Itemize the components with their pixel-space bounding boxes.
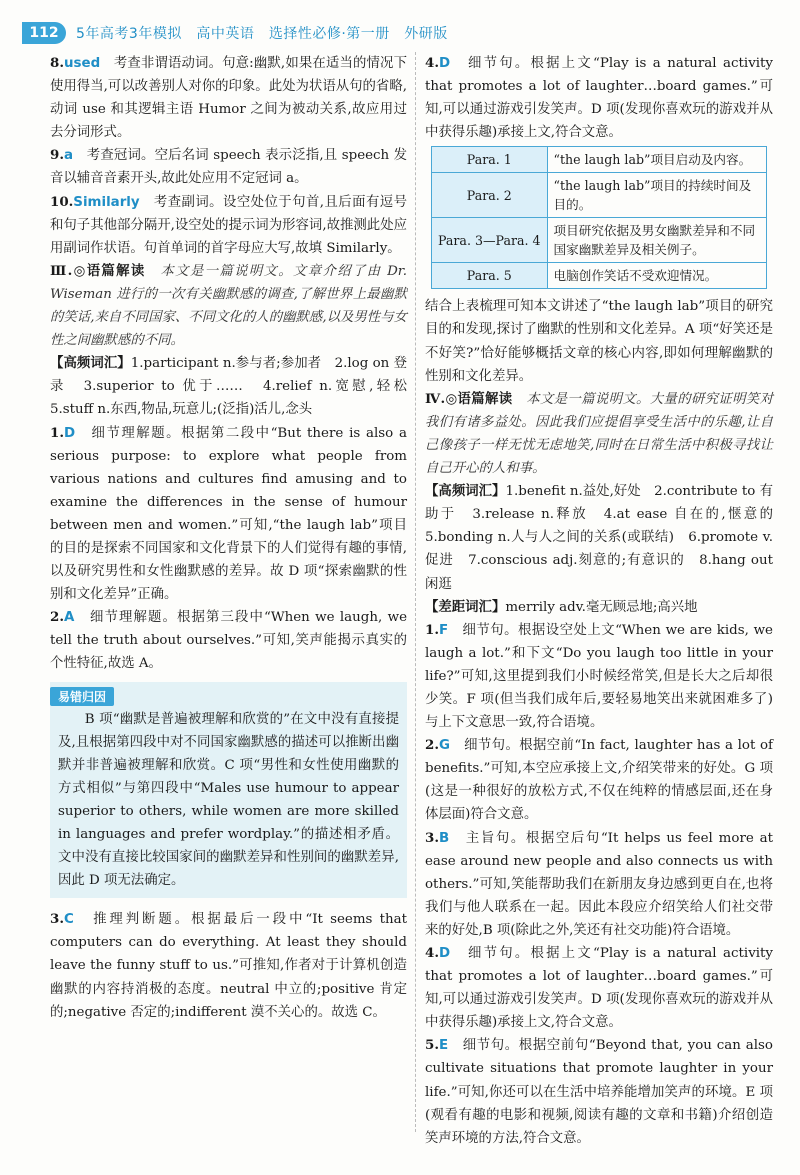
- answer-key: B: [438, 830, 450, 846]
- table-row: Para. 1 “the laugh lab”项目启动及内容。: [432, 147, 767, 173]
- answer-item: 2.A 细节理解题。根据第三段中“When we laugh, we tell the truth about ourselves.”可知,笑声能揭示真实的个性特征,故选 A。: [50, 609, 407, 672]
- paragraph-summary-table: [431, 146, 767, 289]
- section-summary: Ⅳ.◎语篇解读 本文是一篇说明文。大量的研究证明笑对我们有诸多益处。因此我们应提倡享受生活中的乐趣,让自己像孩子一样无忧无虑地笑,同时在日常生活中积极寻找让自己开心的人和事。: [425, 390, 774, 477]
- error-analysis-tag: 易错归因: [50, 687, 114, 706]
- table-row: Para. 5 电脑创作笑话不受欢迎情况。: [432, 263, 767, 289]
- answer-item: 1.F 细节句。根据设空处上文“When we are kids, we laugh a lot.”和下文“Do you laugh too little in your life?”可知,这里提到我们小时候经常笑,但是长大之后却很少笑。F 项(但当我们成年后,要轻易地笑出来就困难多了)与上下文意思一致,符合语境。: [425, 621, 773, 731]
- answer-item: 1.D 细节理解题。根据第二段中“But there is also a serious purpose: to explore what people from various nations and cultures find amusing and to examine the differences in the sense of humour between men and women.”可知,“the laugh lab”项目的目的是探索不同国家和文化背景下的人们觉得有趣的事情,以及研究男性和女性幽默感的差异。故 D 项“探索幽默的性别和文化差异”正确。: [50, 424, 407, 603]
- column-divider: [415, 52, 416, 1132]
- answer-key: F: [438, 622, 449, 638]
- answer-key: A: [63, 610, 75, 626]
- book-title: 5年高考3年模拟 高中英语 选择性必修·第一册 外研版: [76, 26, 448, 42]
- answer-key: a: [63, 148, 74, 164]
- left-column: [50, 52, 421, 1024]
- answer-item: 5.E 细节句。根据空前句“Beyond that, you can also cultivate situations that promote laughter in your life.”可知,你还可以在生活中培养能增加笑声的环境。E 项(观看有趣的电影和视频,阅读有趣的文章和书籍)介绍创造笑声环境的方法,符合文意。: [425, 1037, 773, 1146]
- answer-item: 3.C 推理判断题。根据最后一段中“It seems that computers can do everything. At least they should leave the funny stuff to us.”可推知,作者对于计算机创造幽默的内容持消极的态度。neutral 中立的;positive 肯定的;negative 否定的;indifferent 漠不关心的。故选 C。: [50, 911, 407, 1020]
- answer-key: C: [63, 912, 74, 928]
- answer-key: D: [438, 946, 451, 961]
- answer-key: E: [438, 1038, 449, 1054]
- answer-item: 9.a 考查冠词。空后名词 speech 表示泛指,且 speech 发音以辅音音素开头,故此处应用不定冠词 a。: [50, 147, 407, 187]
- page-number: 112: [22, 22, 66, 44]
- answer-item: 4.D 细节句。根据上文“Play is a natural activity that promotes a lot of laughter…board games.”可知,可以通过游戏引发笑声。D 项(发现你喜欢玩的游戏并从中获得乐趣)承接上文,符合文意。: [425, 55, 773, 141]
- vocab-list: 【高频词汇】1.participant n.参与者;参加者 2.log on 登录 3.superior to 优于…… 4.relief n.宽慰,轻松 5.stuff n.东西,物品,玩意儿;(泛指)活儿,念头: [50, 355, 421, 418]
- section-summary: Ⅲ.◎语篇解读 本文是一篇说明文。文章介绍了由 Dr. Wiseman 进行的一次有关幽默感的调查,了解世界上最幽默的笑话,来自不同国家、不同文化的人的幽默感,以及男性与女性之间幽默感的不同。: [50, 262, 407, 349]
- page-header: [0, 22, 800, 46]
- answer-key: G: [438, 738, 450, 754]
- table-row: Para. 3—Para. 4 项目研究依据及男女幽默差异和不同国家幽默差异及相关例子。: [432, 218, 767, 263]
- right-column: [425, 52, 787, 1150]
- vocab-list: 【高频词汇】1.benefit n.益处,好处 2.contribute to 有助于 3.release n.释放 4.at ease 自在的,惬意的 5.bonding n.人与人之间的关系(或联结) 6.promote v. 促进 7.conscious adj.刻意的;有意识的 8.hang out 闲逛: [425, 483, 787, 592]
- answer-key: D: [63, 425, 76, 441]
- answer-key: Similarly: [73, 194, 140, 210]
- answer-item: 4.D 细节句。根据上文“Play is a natural activity that promotes a lot of laughter…board games.”可知,可以通过游戏引发笑声。D 项(发现你喜欢玩的游戏并从中获得乐趣)承接上文,符合文意。: [425, 945, 773, 1031]
- table-row: Para. 2 “the laugh lab”项目的持续时间及目的。: [432, 173, 767, 218]
- answer-explanation: 结合上表梳理可知本文讲述了“the laugh lab”项目的研究目的和发现,探讨了幽默的性别和文化差异。A 项“好笑还是不好笑?”恰好能够概括文章的核心内容,即如何理解幽默的性别和文化差异。: [425, 299, 773, 384]
- answer-item: 2.G 细节句。根据空前“In fact, laughter has a lot of benefits.”可知,本空应承接上文,介绍笑带来的好处。G 项(这是一种很好的放松方式,不仅在纯粹的情感层面,还在身体层面)符合文意。: [425, 737, 773, 823]
- answer-key: used: [63, 56, 101, 71]
- answer-item: 3.B 主旨句。根据空后句“It helps us feel more at ease around new people and also connects us with others.”可知,笑能帮助我们在新朋友身边感到更自在,也将我们与他人联系在一起。因此本段应介绍笑给人们社交带来的好处,B 项(除此之外,笑还有社交功能)符合语境。: [425, 829, 773, 938]
- error-analysis-text: B 项“幽默是普遍被理解和欣赏的”在文中没有直接提及,且根据第四段中对不同国家幽默感的描述可以推断出幽默并非普遍被理解和欣赏。C 项“男性和女性使用幽默的方式相似”与第四段中“Males use humour to appear superior to others, while women are more skilled in languages and prefer wordplay.”的描述相矛盾。文中没有直接比较国家间的幽默差异和性别间的幽默差异,因此 D 项无法确定。: [58, 711, 399, 889]
- error-analysis-box: [50, 682, 407, 899]
- answer-item: 8.used 考查非谓语动词。句意:幽默,如果在适当的情况下使用得当,可以改善别人对你的印象。此处为状语从句的省略,动词 use 和其逻辑主语 Humor 之间为被动关系,故应用过去分词形式。: [50, 55, 407, 141]
- answer-item: 10.Similarly 考查副词。设空处位于句首,且后面有逗号和句子其他部分隔开,设空处的提示词为形容词,故推测此处应用副词作状语。句首单词的首字母应大写,故填 Similarly。: [50, 193, 407, 256]
- answer-key: D: [438, 56, 451, 71]
- vocab-list-gap: 【差距词汇】merrily adv.毫无顾忌地;高兴地: [425, 598, 698, 615]
